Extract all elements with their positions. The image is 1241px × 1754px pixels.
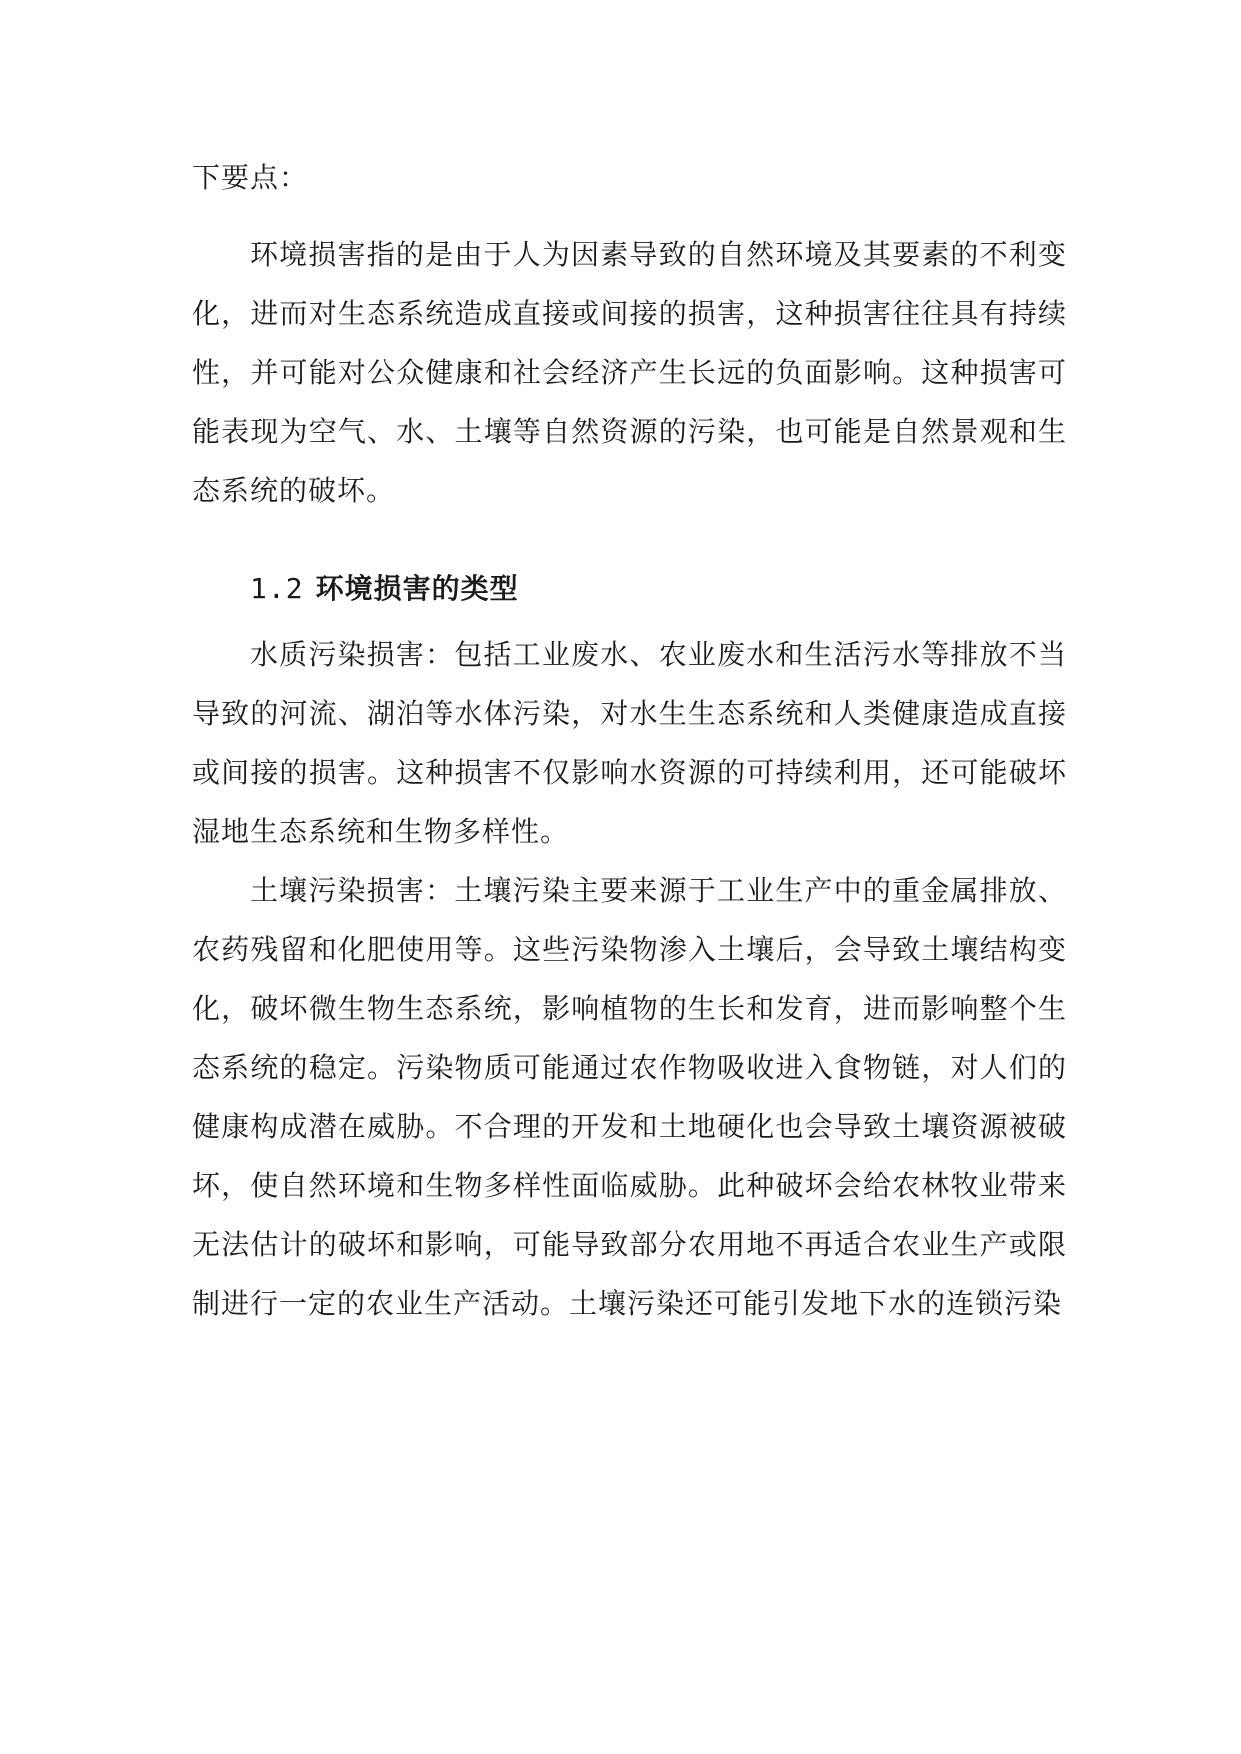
section-number: 1.2 — [250, 572, 304, 605]
section-title: 环境损害的类型 — [315, 572, 519, 605]
paragraph-soil-pollution: 土壤污染损害：土壤污染主要来源于工业生产中的重金属排放、农药残留和化肥使用等。这些污染物渗入土壤后，会导致土壤结构变化，破坏微生物生态系统，影响植物的生长和发育，进而影响整个生态系统的稳定。污染物质可能通过农作物吸收进入食物链，对人们的健康构成潜在威胁。不合理的开发和土地硬化也会导致土壤资源被破坏，使自然环境和生物多样性面临威胁。此种破坏会给农林牧业带来无法估计的破坏和影响，可能导致部分农用地不再适合农业生产或限制进行一定的农业生产活动。土壤污染还可能引发地下水的连锁污染 — [192, 874, 1067, 1320]
section-heading — [192, 564, 1067, 614]
document-body — [192, 148, 1067, 1333]
paragraph-definition: 环境损害指的是由于人为因素导致的自然环境及其要素的不利变化，进而对生态系统造成直接或间接的损害，这种损害往往具有持续性，并可能对公众健康和社会经济产生长远的负面影响。这种损害可能表现为空气、水、土壤等自然资源的污染，也可能是自然景观和生态系统的破坏。 — [192, 238, 1067, 507]
continuation-text: 下要点： — [192, 161, 309, 194]
paragraph-water-pollution: 水质污染损害：包括工业废水、农业废水和生活污水等排放不当导致的河流、湖泊等水体污染，对水生生态系统和人类健康造成直接或间接的损害。这种损害不仅影响水资源的可持续利用，还可能破坏湿地生态系统和生物多样性。 — [192, 638, 1067, 848]
